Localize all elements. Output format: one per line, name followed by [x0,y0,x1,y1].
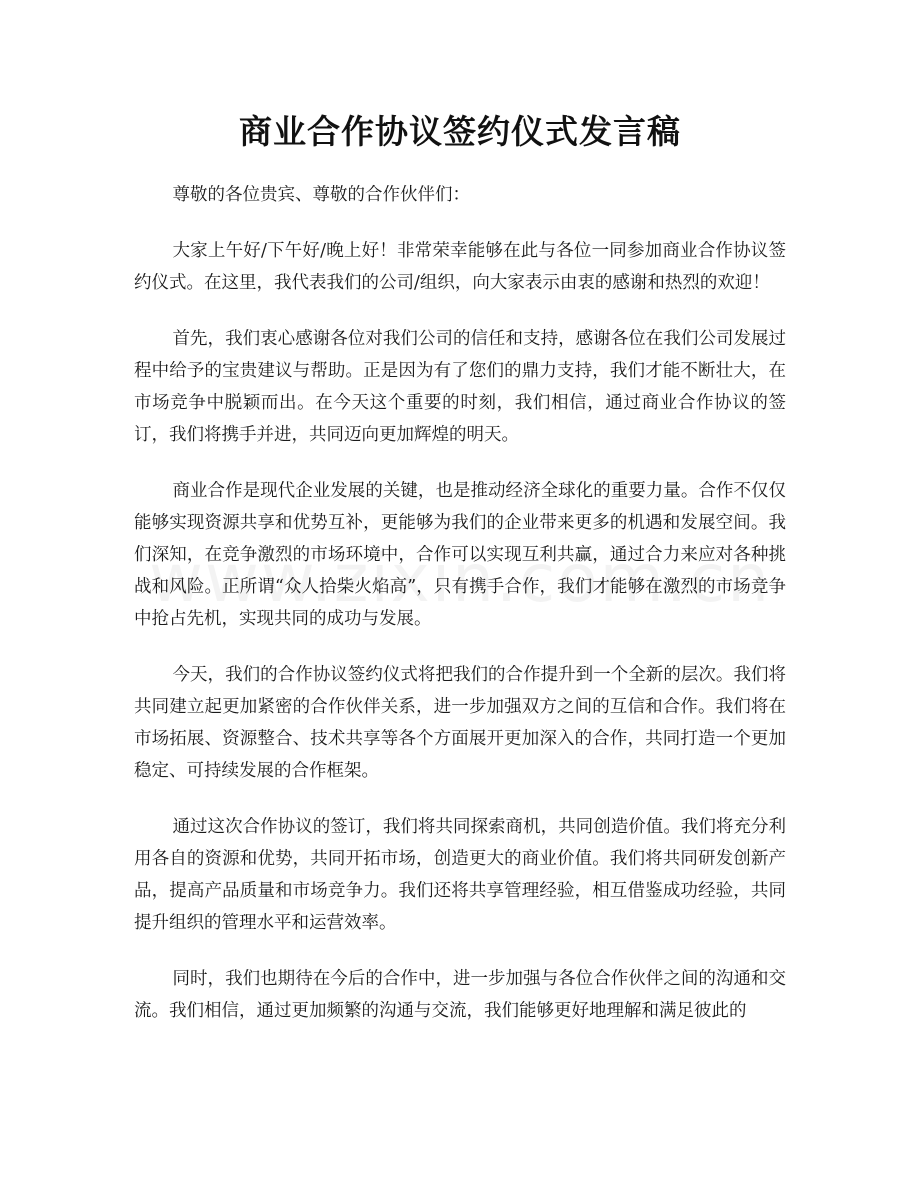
paragraph: 商业合作是现代企业发展的关键，也是推动经济全球化的重要力量。合作不仅仅能够实现资源共享和优势互补，更能够为我们的企业带来更多的机遇和发展空间。我们深知，在竞争激烈的市场环境中，合作可以实现互利共赢，通过合力来应对各种挑战和风险。正所谓“众人拾柴火焰高”，只有携手合作，我们才能够在激烈的市场竞争中抢占先机，实现共同的成功与发展。 [134,481,786,629]
paragraph: 通过这次合作协议的签订，我们将共同探索商机，共同创造价值。我们将充分利用各自的资源和优势，共同开拓市场，创造更大的商业价值。我们将共同研发创新产品，提高产品质量和市场竞争力。我们还将共享管理经验，相互借鉴成功经验，共同提升组织的管理水平和运营效率。 [134,817,786,933]
paragraph: 同时，我们也期待在今后的合作中，进一步加强与各位合作伙伴之间的沟通和交流。我们相信，通过更加频繁的沟通与交流，我们能够更好地理解和满足彼此的 [134,969,786,1021]
paragraph: 大家上午好/下午好/晚上好！非常荣幸能够在此与各位一同参加商业合作协议签约仪式。在这里，我代表我们的公司/组织，向大家表示由衷的感谢和热烈的欢迎！ [134,241,786,293]
paragraph: 今天，我们的合作协议签约仪式将把我们的合作提升到一个全新的层次。我们将共同建立起更加紧密的合作伙伴关系，进一步加强双方之间的互信和合作。我们将在市场拓展、资源整合、技术共享等各个方面展开更加深入的合作，共同打造一个更加稳定、可持续发展的合作框架。 [134,665,786,781]
document-body [134,179,786,1051]
salutation: 尊敬的各位贵宾、尊敬的合作伙伴们： [172,185,470,205]
document-title: 商业合作协议签约仪式发言稿 [239,112,681,151]
paragraph: 首先，我们衷心感谢各位对我们公司的信任和支持，感谢各位在我们公司发展过程中给予的宝贵建议与帮助。正是因为有了您们的鼎力支持，我们才能不断壮大，在市场竞争中脱颖而出。在今天这个重要的时刻，我们相信，通过商业合作协议的签订，我们将携手并进，共同迈向更加辉煌的明天。 [134,329,786,445]
